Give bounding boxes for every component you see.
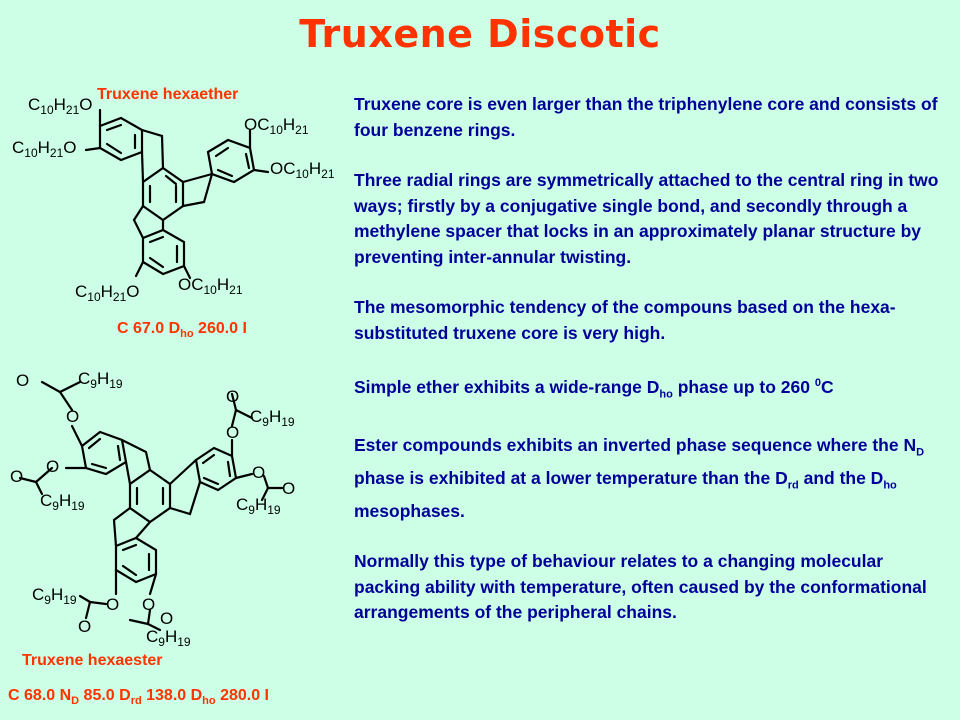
svg-text:O: O xyxy=(46,457,60,476)
paragraph-mesomorphic-tendency: The mesomorphic tendency of the compouns based on the hexa-substituted truxene core is very high. xyxy=(354,297,896,343)
svg-text:C9H19: $C_9H_{19}$ xyxy=(40,491,85,513)
svg-text:C9H19: $C_9H_{19}$ xyxy=(32,585,77,607)
svg-text:C9H19: $C_9H_{19}$ xyxy=(250,407,295,429)
svg-text:C9H19: $C_9H_{19}$ xyxy=(146,627,191,649)
svg-text:O: O xyxy=(142,595,156,614)
svg-text:OC10H21: $OC_{10}H_{21}$ xyxy=(270,159,335,181)
svg-text:C10H21O: $C_{10}H_{21}O$ xyxy=(28,95,93,117)
svg-text:C10H21O: $C_{10}H_{21}O$ xyxy=(12,138,77,160)
page-title: Truxene Discotic xyxy=(299,12,661,56)
svg-text:O: O xyxy=(106,595,120,614)
hexaether-phase-sequence: C 67.0 $D_{ho}$ 260.0 I xyxy=(117,320,247,341)
hexaester-phase-sequence: C 68.0 $N_D$ 85.0 $D_{rd}$ 138.0 $D_{ho}$ 280.0 I xyxy=(8,687,269,708)
svg-text:O: O xyxy=(226,423,240,442)
svg-text:O: O xyxy=(10,467,24,486)
paragraph-ether-phase: Simple ether exhibits a wide-range $D_{ho}$ phase up to 260 $^0$C xyxy=(354,376,834,401)
svg-text:O: O xyxy=(252,463,266,482)
hexaether-name-label: Truxene hexaether xyxy=(97,86,239,103)
truxene-hexaester-structure xyxy=(0,360,345,650)
paragraph-ring-attachment: Three radial rings are symmetrically attached to the central ring in two ways; firstly by a conjugative single bond, and secondly through a methylene spacer that locks in an approximately planar structure by preventing inter-annular twisting. xyxy=(354,170,939,267)
svg-text:C9H19: $C_9H_{19}$ xyxy=(78,369,123,391)
svg-text:O: O xyxy=(16,371,30,390)
svg-text:OC10H21: $OC_{10}H_{21}$ xyxy=(244,115,309,137)
paragraph-core-size: Truxene core is even larger than the triphenylene core and consists of four benzene rings. xyxy=(354,94,938,140)
svg-text:C9H19: $C_9H_{19}$ xyxy=(236,495,281,517)
svg-text:O: O xyxy=(160,609,174,628)
svg-text:C10H21O: $C_{10}H_{21}O$ xyxy=(75,282,140,304)
svg-text:O: O xyxy=(226,387,240,406)
svg-text:OC10H21: $OC_{10}H_{21}$ xyxy=(178,275,243,297)
truxene-hexaether-structure xyxy=(0,90,345,310)
svg-text:O: O xyxy=(66,407,80,426)
text-column xyxy=(354,92,944,626)
paragraph-packing-behaviour: Normally this type of behaviour relates to a changing molecular packing ability with temperature, often caused by the conformational arrangements of the peripheral chains. xyxy=(354,551,927,623)
svg-text:O: O xyxy=(282,479,296,498)
svg-text:O: O xyxy=(78,617,92,636)
paragraph-ester-phase: Ester compounds exhibits an inverted phase sequence where the $N_D$ phase is exhibited at a lower temperature than the $D_{rd}$ and the $D_{ho}$ mesophases. xyxy=(354,434,925,521)
hexaester-name-label: Truxene hexaester xyxy=(22,652,163,669)
